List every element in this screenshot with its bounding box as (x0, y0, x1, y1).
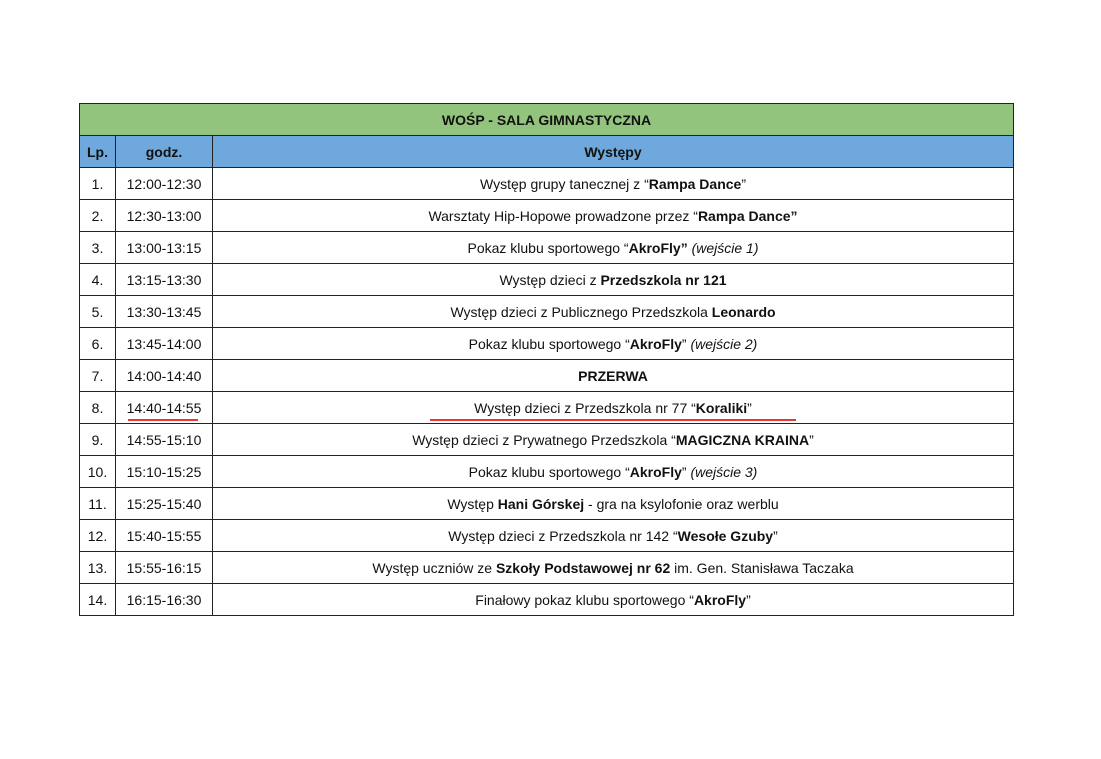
activity-text-segment: AkroFly (693, 591, 747, 608)
activity-text-segment: ” (747, 399, 752, 416)
row-activity (213, 328, 1014, 360)
row-number: 1. (80, 168, 116, 200)
table-row (80, 328, 1014, 360)
row-activity (213, 360, 1014, 392)
activity-text-segment: ” (741, 175, 746, 192)
activity-text-segment: Występ uczniów ze (372, 559, 496, 576)
table-title: WOŚP - SALA GIMNASTYCZNA (80, 104, 1014, 136)
activity-text-segment: (wejście 1) (687, 239, 759, 256)
table-row (80, 200, 1014, 232)
activity-text-segment: ” (773, 527, 778, 544)
table-row (80, 584, 1014, 616)
row-number: 10. (80, 456, 116, 488)
row-time: 12:30-13:00 (116, 200, 213, 232)
table-row (80, 488, 1014, 520)
row-number: 6. (80, 328, 116, 360)
row-number: 7. (80, 360, 116, 392)
activity-text-segment: Przedszkola nr 121 (600, 271, 727, 288)
table-row (80, 456, 1014, 488)
activity-text-segment: Występ grupy tanecznej z “ (480, 175, 649, 192)
activity-text-segment: Leonardo (711, 303, 776, 320)
row-activity (213, 200, 1014, 232)
activity-text-segment: Warsztaty Hip-Hopowe prowadzone przez “ (428, 207, 698, 224)
activity-text-segment: Pokaz klubu sportowego “ (468, 335, 630, 352)
activity-text-segment: im. Gen. Stanisława Taczaka (670, 559, 854, 576)
activity-text-segment: Pokaz klubu sportowego “ (468, 463, 630, 480)
row-number: 11. (80, 488, 116, 520)
activity-text-segment: Szkoły Podstawowej nr 62 (495, 559, 671, 576)
row-time: 15:25-15:40 (116, 488, 213, 520)
activity-text-segment: Pokaz klubu sportowego “ (467, 239, 629, 256)
activity-text-segment: ” (681, 463, 691, 480)
table-row (80, 424, 1014, 456)
header-activity: Występy (213, 136, 1014, 168)
activity-text-segment: ” (746, 591, 751, 608)
row-activity (213, 296, 1014, 328)
activity-text-segment: Występ dzieci z Publicznego Przedszkola (450, 303, 712, 320)
activity-text-segment: Finałowy pokaz klubu sportowego “ (475, 591, 694, 608)
row-activity (213, 520, 1014, 552)
row-number: 13. (80, 552, 116, 584)
activity-text-segment: ” (809, 431, 814, 448)
schedule-table (79, 103, 1014, 616)
row-time: 15:10-15:25 (116, 456, 213, 488)
row-time: 13:15-13:30 (116, 264, 213, 296)
row-activity (213, 264, 1014, 296)
table-row (80, 360, 1014, 392)
row-activity (213, 584, 1014, 616)
row-activity (213, 232, 1014, 264)
activity-text-segment: Występ dzieci z (499, 271, 601, 288)
header-lp: Lp. (80, 136, 116, 168)
activity-text-segment: Hani Górskej (497, 495, 585, 512)
activity-text-segment: PRZERWA (578, 367, 648, 384)
row-activity (213, 456, 1014, 488)
activity-text-segment: AkroFly (629, 463, 682, 480)
activity-text-segment: AkroFly (629, 335, 682, 352)
table-row (80, 520, 1014, 552)
row-time: 13:45-14:00 (116, 328, 213, 360)
schedule-sheet (79, 103, 1013, 616)
row-time: 13:00-13:15 (116, 232, 213, 264)
activity-text-segment: - gra na ksylofonie oraz werblu (584, 495, 779, 512)
row-time: 15:40-15:55 (116, 520, 213, 552)
row-number: 14. (80, 584, 116, 616)
activity-text-segment: Rampa Dance (648, 175, 742, 192)
activity-text-segment: Koraliki (695, 399, 748, 416)
row-number: 2. (80, 200, 116, 232)
row-time: 12:00-12:30 (116, 168, 213, 200)
row-number: 3. (80, 232, 116, 264)
activity-text-segment: AkroFly” (628, 239, 688, 256)
activity-text-segment: MAGICZNA KRAINA (675, 431, 810, 448)
row-time: 15:55-16:15 (116, 552, 213, 584)
row-time: 14:40-14:55 (116, 392, 213, 424)
activity-text-segment: Występ dzieci z Przedszkola nr 142 “ (448, 527, 678, 544)
activity-text-segment: Rampa Dance” (697, 207, 798, 224)
row-number: 12. (80, 520, 116, 552)
row-time: 16:15-16:30 (116, 584, 213, 616)
table-row (80, 264, 1014, 296)
table-row (80, 168, 1014, 200)
row-activity (213, 552, 1014, 584)
schedule-rows (80, 168, 1014, 616)
table-title-row (80, 104, 1014, 136)
row-time: 14:00-14:40 (116, 360, 213, 392)
row-number: 5. (80, 296, 116, 328)
table-row (80, 296, 1014, 328)
row-time: 14:55-15:10 (116, 424, 213, 456)
table-row (80, 552, 1014, 584)
activity-text-segment: (wejście 3) (690, 463, 758, 480)
row-activity (213, 424, 1014, 456)
activity-text-segment: Występ dzieci z Przedszkola nr 77 “ (474, 399, 696, 416)
activity-text-segment: (wejście 2) (690, 335, 758, 352)
header-time: godz. (116, 136, 213, 168)
table-header-row (80, 136, 1014, 168)
row-number: 8. (80, 392, 116, 424)
activity-text-segment: Występ dzieci z Prywatnego Przedszkola “ (412, 431, 676, 448)
row-number: 9. (80, 424, 116, 456)
activity-text-segment: Występ (447, 495, 498, 512)
activity-underline-annotation (430, 419, 796, 421)
table-row (80, 232, 1014, 264)
row-time: 13:30-13:45 (116, 296, 213, 328)
activity-text-segment: ” (681, 335, 691, 352)
row-activity (213, 168, 1014, 200)
activity-text-segment: Wesołe Gzuby (677, 527, 774, 544)
row-activity (213, 488, 1014, 520)
row-number: 4. (80, 264, 116, 296)
time-underline-annotation (128, 419, 198, 421)
